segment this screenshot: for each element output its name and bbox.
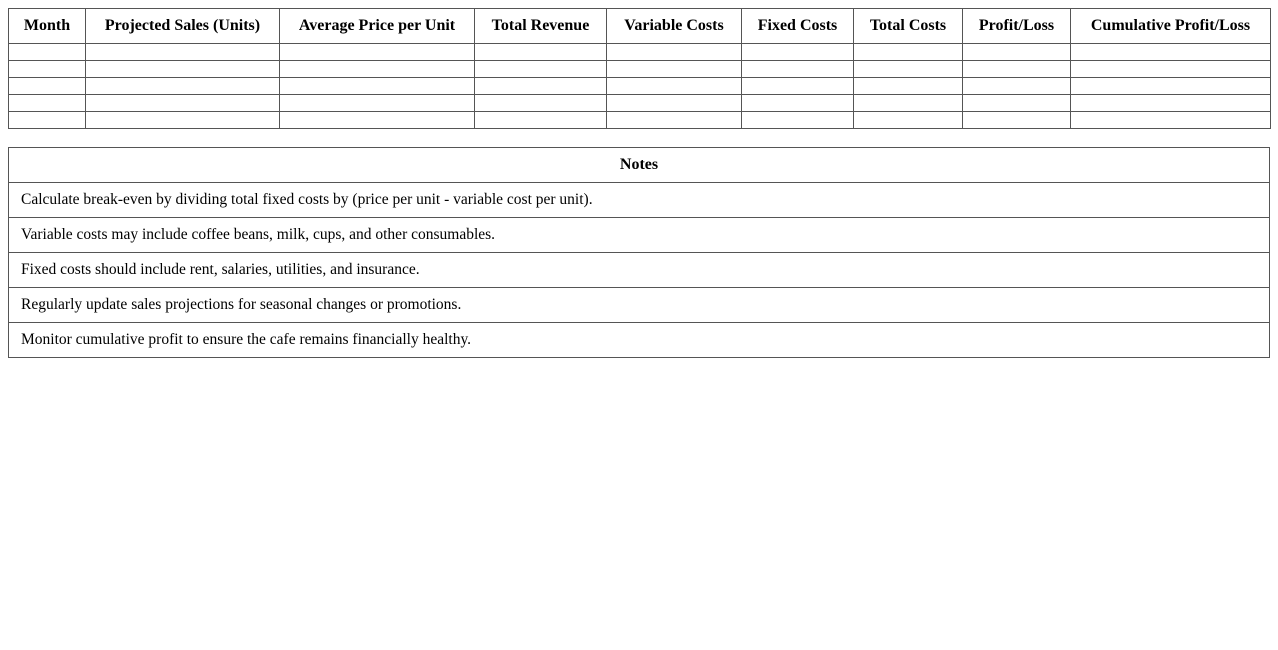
table-cell[interactable]: [280, 95, 475, 112]
table-cell[interactable]: [607, 61, 742, 78]
table-cell[interactable]: [742, 78, 854, 95]
table-cell[interactable]: [607, 112, 742, 129]
table-cell[interactable]: [963, 78, 1071, 95]
note-item-sales-projections: Regularly update sales projections for seasonal changes or promotions.: [9, 288, 1270, 323]
table-cell[interactable]: [742, 44, 854, 61]
table-cell[interactable]: [607, 44, 742, 61]
table-cell[interactable]: [9, 78, 86, 95]
table-cell[interactable]: [1071, 112, 1271, 129]
table-cell[interactable]: [475, 44, 607, 61]
table-cell[interactable]: [1071, 44, 1271, 61]
table-cell[interactable]: [1071, 95, 1271, 112]
table-cell[interactable]: [854, 112, 963, 129]
table-cell[interactable]: [280, 61, 475, 78]
col-header-variable-costs: Variable Costs: [607, 9, 742, 44]
table-cell[interactable]: [1071, 61, 1271, 78]
table-cell[interactable]: [1071, 78, 1271, 95]
col-header-average-price: Average Price per Unit: [280, 9, 475, 44]
table-cell[interactable]: [854, 95, 963, 112]
col-header-projected-sales: Projected Sales (Units): [86, 9, 280, 44]
table-cell[interactable]: [963, 112, 1071, 129]
table-cell[interactable]: [86, 44, 280, 61]
table-cell[interactable]: [9, 95, 86, 112]
table-cell[interactable]: [607, 78, 742, 95]
col-header-cumulative-profit-loss: Cumulative Profit/Loss: [1071, 9, 1271, 44]
table-row: [9, 61, 1271, 78]
table-row: [9, 95, 1271, 112]
table-cell[interactable]: [854, 44, 963, 61]
table-cell[interactable]: [86, 61, 280, 78]
col-header-month: Month: [9, 9, 86, 44]
col-header-fixed-costs: Fixed Costs: [742, 9, 854, 44]
projection-header-row: [9, 9, 1271, 44]
note-item-break-even: Calculate break-even by dividing total fixed costs by (price per unit - variable cost per unit).: [9, 183, 1270, 218]
table-cell[interactable]: [475, 112, 607, 129]
note-item-variable-costs: Variable costs may include coffee beans, milk, cups, and other consumables.: [9, 218, 1270, 253]
table-cell[interactable]: [280, 112, 475, 129]
table-cell[interactable]: [742, 95, 854, 112]
table-cell[interactable]: [854, 61, 963, 78]
table-cell[interactable]: [742, 112, 854, 129]
note-row: [9, 183, 1270, 218]
notes-header: Notes: [9, 148, 1270, 183]
table-cell[interactable]: [86, 95, 280, 112]
table-cell[interactable]: [86, 112, 280, 129]
table-cell[interactable]: [475, 95, 607, 112]
table-cell[interactable]: [9, 44, 86, 61]
notes-header-row: [9, 148, 1270, 183]
notes-table: [8, 147, 1270, 358]
table-cell[interactable]: [963, 61, 1071, 78]
note-row: [9, 288, 1270, 323]
note-item-cumulative-profit: Monitor cumulative profit to ensure the cafe remains financially healthy.: [9, 323, 1270, 358]
table-cell[interactable]: [475, 78, 607, 95]
table-cell[interactable]: [9, 61, 86, 78]
note-item-fixed-costs: Fixed costs should include rent, salaries, utilities, and insurance.: [9, 253, 1270, 288]
projection-table: [8, 8, 1271, 129]
table-cell[interactable]: [280, 44, 475, 61]
note-row: [9, 323, 1270, 358]
note-row: [9, 253, 1270, 288]
table-cell[interactable]: [963, 44, 1071, 61]
table-cell[interactable]: [280, 78, 475, 95]
table-cell[interactable]: [742, 61, 854, 78]
table-cell[interactable]: [86, 78, 280, 95]
table-row: [9, 78, 1271, 95]
col-header-profit-loss: Profit/Loss: [963, 9, 1071, 44]
table-cell[interactable]: [9, 112, 86, 129]
col-header-total-costs: Total Costs: [854, 9, 963, 44]
col-header-total-revenue: Total Revenue: [475, 9, 607, 44]
note-row: [9, 218, 1270, 253]
table-cell[interactable]: [607, 95, 742, 112]
table-cell[interactable]: [963, 95, 1071, 112]
table-cell[interactable]: [854, 78, 963, 95]
table-row: [9, 112, 1271, 129]
table-cell[interactable]: [475, 61, 607, 78]
table-row: [9, 44, 1271, 61]
